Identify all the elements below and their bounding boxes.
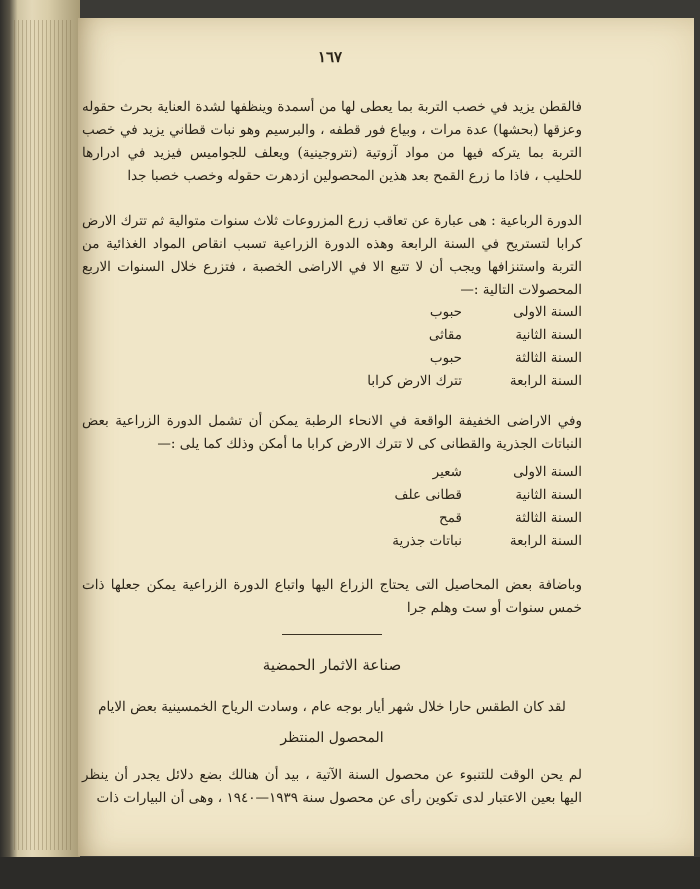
table-row <box>282 304 582 327</box>
paragraph-quadrennial-rotation: الدورة الرباعية : هى عبارة عن تعاقب زرع المزروعات ثلاث سنوات متوالية ثم تترك الارض كرابا لتستريح في السنة الرابعة وهذه الدورة الزراعية تسبب انقاص المواد الغذائية من التربة واستنزافها ويجب أن لا تتبع الا في الاراضى الخصبة ، فتزرع خلال السنوات الاربع المحصولات التالية :— <box>82 213 582 298</box>
paragraph-weather: لقد كان الطقس حارا خلال شهر أيار بوجه عام ، وسادت الرياح الخمسينية بعض الايام <box>98 699 566 715</box>
year-cell: السنة الثانية <box>515 487 582 503</box>
paragraph-cotton: فالقطن يزيد في خصب التربة بما يعطى لها من أسمدة وينظفها لشدة العناية بحرث حقوله وعزقها (بحشها) عدة مرات ، وبياع فور قطفه ، والبرسيم وهو نبات قطاني يزيد في خصب التربة بما يتركه فيها من مواد آزوتية (نتروجينية) ويعلف للجواميس فيزيد في ادرارها للحليب ، فاذا ما زرع القمح بعد هذين المحصولين ازدهرت حقوله وخصب خصبا جدا <box>82 99 582 184</box>
table-row <box>282 327 582 350</box>
table-row <box>282 373 582 396</box>
year-cell: السنة الثالثة <box>515 510 582 526</box>
section-divider <box>282 634 382 635</box>
table-row <box>282 464 582 487</box>
book-page-edges <box>0 0 80 889</box>
year-cell: السنة الرابعة <box>509 373 582 389</box>
page-number: ١٦٧ <box>317 48 343 66</box>
rotation-table-2 <box>282 464 582 556</box>
year-cell: السنة الاولى <box>513 304 582 320</box>
crop-cell: شعير <box>432 464 462 480</box>
table-row <box>282 510 582 533</box>
paragraph-additional-crops: وباضافة بعض المحاصيل التى يحتاج الزراع اليها واتباع الدورة الزراعية يمكن جعلها ذات خمس سنوات أو ست وهلم جرا <box>82 577 582 616</box>
table-row <box>282 350 582 373</box>
section-heading: صناعة الاثمار الحمضية <box>262 656 402 674</box>
page-edge-lines <box>14 20 74 850</box>
rotation-table-1 <box>282 304 582 396</box>
year-cell: السنة الثالثة <box>515 350 582 366</box>
crop-cell: قمح <box>439 510 462 526</box>
paragraph-light-soils: وفي الاراضى الخفيفة الواقعة في الانحاء الرطبة يمكن أن تشمل الدورة الزراعية بعض النباتات الجذرية والقطانى كى لا تترك الارض كرابا ما أمكن وذلك كما يلى :— <box>82 413 582 452</box>
paragraph-expected-yield: لم يحن الوقت للتنبوء عن محصول السنة الآتية ، بيد أن هنالك بضع دلائل يجدر أن ينظر اليها بعين الاعتبار لدى تكوين رأى عن محصول سنة ١٩٣٩—١٩٤٠ ، وهى أن البيارات ذات <box>82 767 582 806</box>
table-row <box>282 487 582 510</box>
crop-cell: حبوب <box>429 304 462 320</box>
crop-cell: حبوب <box>429 350 462 366</box>
year-cell: السنة الاولى <box>513 464 582 480</box>
table-row <box>282 533 582 556</box>
crop-cell: مقاثى <box>428 327 462 343</box>
subsection-heading: المحصول المنتظر <box>280 730 384 746</box>
crop-cell: قطانى علف <box>394 487 462 503</box>
crop-cell: تترك الارض كرابا <box>367 373 462 389</box>
year-cell: السنة الثانية <box>515 327 582 343</box>
background-strip <box>0 857 700 889</box>
crop-cell: نباتات جذرية <box>392 533 462 549</box>
year-cell: السنة الرابعة <box>509 533 582 549</box>
